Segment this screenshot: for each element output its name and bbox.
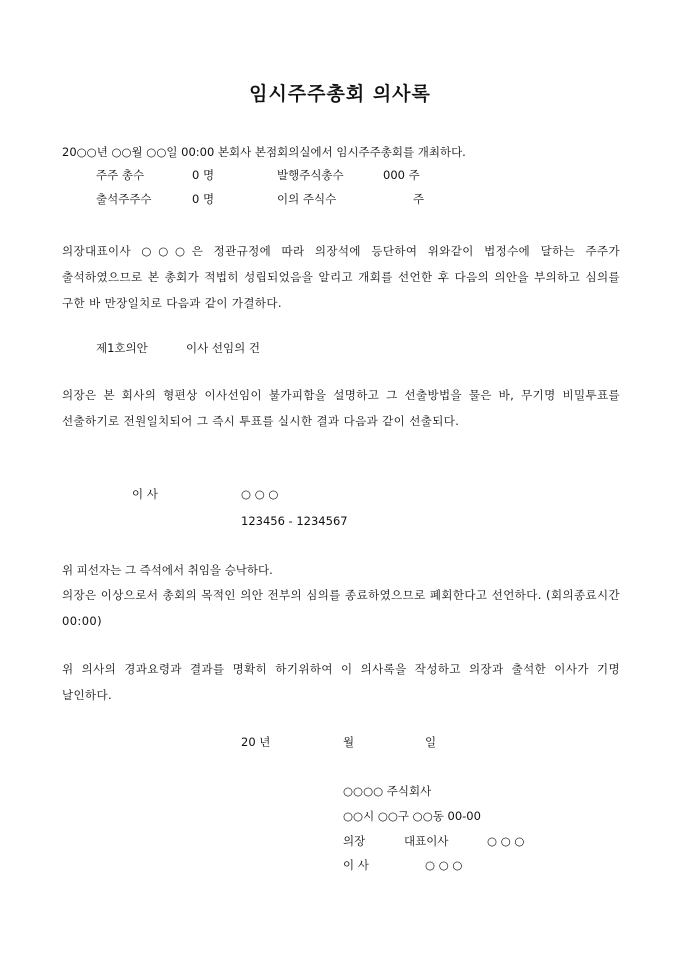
- present-shares-value: 주: [413, 192, 425, 206]
- total-shareholders-label: 주주 총수: [96, 168, 145, 182]
- record-paragraph: 위 의사의 경과요령과 결과를 명확히 하기위하여 이 의사록을 작성하고 의장과 출석한 이사가 기명 날인하다.: [62, 662, 620, 702]
- elected-id-number: 123456 - 1234567: [241, 514, 348, 528]
- opening-line: 20○○년 ○○월 ○○일 00:00 본회사 본점회의실에서 임시주주총회를 개최하다.: [62, 145, 466, 159]
- chair-name: ○ ○ ○: [487, 834, 525, 848]
- chair-role: 의장: [343, 834, 366, 848]
- opening-paragraph: 의장대표이사 ○○○은 정관규정에 따라 의장석에 등단하여 위와같이 법정수에 달하는 주주가 출석하였으므로 본 총회가 적법히 성립되었음을 알리고 개회를 선언한 후 다음의 의안을 부의하고 심의를 구한 바 만장일치로 다음과 같이 가결하다.: [62, 244, 620, 310]
- date-year: 20 년: [241, 735, 271, 749]
- issued-shares-label: 발행주식총수: [277, 168, 344, 182]
- present-shares-label: 이의 주식수: [277, 192, 337, 206]
- company-address: ○○시 ○○구 ○○동 00-00: [343, 809, 481, 823]
- agenda-subject: 이사 선임의 건: [186, 341, 260, 355]
- present-shareholders-label: 출석주주수: [96, 192, 152, 206]
- date-day: 일: [425, 735, 437, 749]
- acceptance-line: 위 피선자는 그 즉석에서 취임을 승낙하다.: [62, 563, 273, 577]
- company-name: ○○○○ 주식회사: [343, 784, 432, 798]
- closing-paragraph: 의장은 이상으로서 총회의 목적인 의안 전부의 심의를 종료하였으므로 폐회한다고 선언하다. (회의종료시간 00:00): [62, 588, 620, 628]
- agenda-number: 제1호의안: [96, 341, 148, 355]
- election-paragraph: 의장은 본 회사의 형편상 이사선임이 불가피함을 설명하고 그 선출방법을 물은 바, 무기명 비밀투표를 선출하기로 전원일치되어 그 즉시 투표를 실시한 결과 다음과 같이 선출되다.: [62, 388, 620, 428]
- elected-name: ○ ○ ○: [241, 487, 279, 501]
- chair-title: 대표이사: [404, 834, 449, 848]
- document-title: 임시주주총회 의사록: [249, 83, 431, 105]
- date-month: 월: [343, 735, 355, 749]
- total-shareholders-value: 0 명: [192, 168, 215, 182]
- director-role: 이 사: [343, 858, 369, 872]
- elected-position: 이 사: [132, 487, 158, 501]
- issued-shares-value: 000 주: [383, 168, 420, 182]
- present-shareholders-value: 0 명: [192, 192, 215, 206]
- director-name: ○ ○ ○: [425, 858, 463, 872]
